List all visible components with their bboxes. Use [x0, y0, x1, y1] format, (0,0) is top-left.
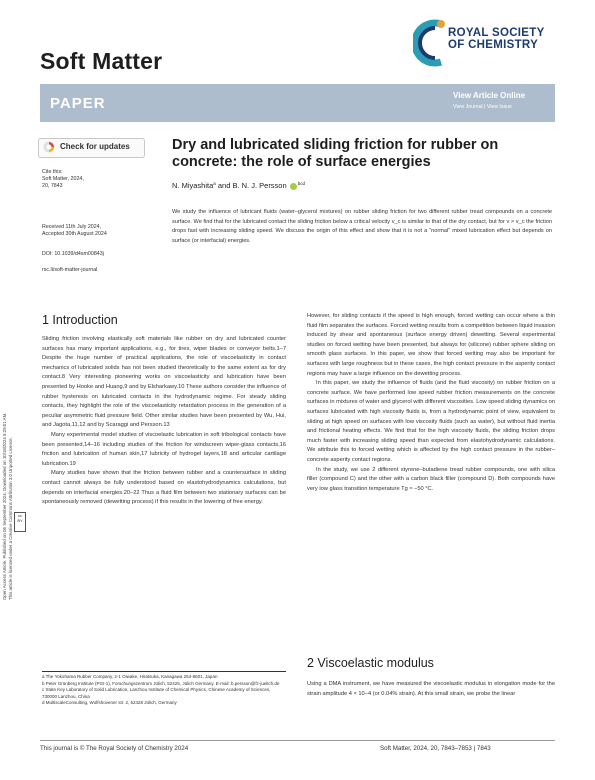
- paragraph: In this paper, we study the influence of fluids (and the fluid viscosity) on rubber friction on a concrete surface. We have performed low speed rubber friction measurements on the concrete surfaces in mixtures of water and glycerol with different viscosities. Low speed sliding dynamics on surfaces lubricated with high viscosity fluids is, from a hydrodynamic point of view, equivalent to sliding at high speed on surfaces with low viscosity fluids (such as water), but without fluid inertia and frictional heating effects. We find that for the high viscosity fluids, the sliding friction drops much faster with increasing sliding speed than expected from elastohydrodynamic calculations. We attribute this to forced wetting which is affected by the high contact pressure in the rubber–concrete asperity contact regions.: [307, 380, 555, 463]
- abstract: We study the influence of lubricant fluids (water–glycerol mixtures) on rubber sliding friction for two different rubber tread compounds on a concrete surface. We find that for the lubricated contact the sliding friction below a critical velocity v_c is similar to that of the dry contact, but for v > v_c the friction drops fast with increasing sliding speed. We discuss the origin of this effect and show that it is not a “normal” mixed lubrication effect but depends on surface (or interfacial) energies.: [172, 209, 552, 244]
- section-2-heading: 2 Viscoelastic modulus: [307, 656, 434, 670]
- cite-volume: 20, 7843: [42, 183, 63, 189]
- affiliation-a: a The Yokohama Rubber Company, 2-1 Oiwake, Hiratsuka, Kanagawa 254-8601, Japan: [42, 674, 218, 679]
- author-2-affil: bcd: [297, 181, 306, 186]
- affiliation-c: c State Key Laboratory of Solid Lubrication, Lanzhou Institute of Chemical Physics, Chinese Academy of Sciences, 730000 Lanzhou, China: [42, 687, 271, 699]
- affiliations: [42, 674, 286, 707]
- check-updates-label: Check for updates: [60, 142, 130, 151]
- author-1[interactable]: N. Miyashita: [172, 181, 214, 190]
- paper-type-label: PAPER: [50, 95, 106, 112]
- publisher-line1: ROYAL SOCIETY: [448, 27, 545, 39]
- author-2[interactable]: B. N. J. Persson: [232, 181, 287, 190]
- footer-copyright: This journal is © The Royal Society of Chemistry 2024: [40, 745, 189, 752]
- journal-name: Soft Matter: [40, 48, 163, 74]
- paragraph: Many experimental model studies of viscoelastic lubrication in soft tribological contacts have been presented,14–16 including studies of the friction for windscreen wiper-glass contacts,16 friction and lubrication of human skin,17 lubricity of hydrogel layers,18 and articular cartilage lubrication.19: [42, 431, 286, 467]
- intro-left-column: [42, 335, 286, 508]
- open-access-line: Open Access Article. Published on 06 September 2024. Downloaded on 10/18/2024 5:29:01 AM.: [2, 412, 7, 600]
- article-title: Dry and lubricated sliding friction for rubber on concrete: the role of surface energies: [172, 137, 499, 170]
- author-list: [172, 181, 305, 190]
- cite-label: Cite this:: [42, 169, 63, 175]
- section-2-text: Using a DMA instrument, we have measured the viscoelastic modulus in elongation mode for the strain amplitude 4 × 10−4 (or 0.04% strain). At this small strain, we probe the linear: [307, 681, 555, 697]
- paper-banner: [40, 84, 555, 122]
- paragraph: However, for sliding contacts if the speed is high enough, forced wetting can occur where a thin fluid film separates the surfaces. Forced wetting results from a competition between liquid invasion induced by shear and spontaneous (surface energy driven) dewetting. Several experimental studies on forced wetting have been presented, but always for (silicone) rubber sphere sliding on smooth glass surfaces. In this paper, we show that forced wetting may also be important for surfaces with large roughness but in these cases, the high contact pressure in the asperity contact regions may have a large influence on the dewetting process.: [307, 313, 555, 377]
- accepted-date: Accepted 30th August 2024: [42, 231, 107, 237]
- footer-divider: [40, 740, 555, 741]
- cite-info: [42, 169, 142, 190]
- received-date: Received 11th July 2024,: [42, 224, 102, 230]
- orcid-icon[interactable]: [290, 183, 297, 190]
- licence-line[interactable]: This article is licensed under a Creative Commons Attribution 3.0 Unported Licence.: [7, 437, 13, 600]
- section-1-heading: 1 Introduction: [42, 313, 118, 327]
- received-info: [42, 224, 152, 238]
- footer-citation: Soft Matter, 2024, 20, 7843–7853 | 7843: [380, 745, 491, 752]
- affiliation-d: d MultiscaleConsulting, Wolfshovener str. 2, 52428 Jülich, Germany: [42, 700, 177, 706]
- affiliation-b: b Peter Grünberg Institute (PGI-1), Forschungszentrum Jülich, 52425, Jülich Germany. E-mail: b.persson@fz-juelich.de: [42, 680, 280, 686]
- view-article-online-link[interactable]: View Article Online: [453, 91, 526, 100]
- author-separator: and: [215, 181, 233, 190]
- publisher-line2: OF CHEMISTRY: [448, 39, 539, 51]
- author-1-affil: a: [213, 181, 216, 186]
- view-journal-issue-link[interactable]: View Journal | View Issue: [453, 104, 512, 110]
- publisher-name: [448, 27, 545, 51]
- cc-license-icon[interactable]: cc BY: [14, 512, 26, 532]
- intro-right-column: [307, 312, 555, 494]
- check-updates-icon: [43, 141, 55, 153]
- paragraph: Many studies have shown that the friction between rubber and a countersurface in sliding contact cannot always be fully understood based on elastohydrodynamics calculations, but depends on interfacial energies.20–22 Thus a fluid film between two stationary surfaces can be spontaneously removed (dewetting process) if this results in the lowering of free energy.: [42, 470, 286, 506]
- paragraph: In the study, we use 2 different styrene–butadiene tread rubber compounds, one with silica filler (compound C) and the other with a carbon black filler (compound D). Both compounds have very low glass transition temperature Tg ≈ −50 °C.: [307, 466, 555, 492]
- journal-url-link[interactable]: rsc.li/soft-matter-journal: [42, 267, 98, 273]
- paragraph: Sliding friction involving elastically soft materials like rubber on dry and lubricated counter surfaces has many important applications, e.g., for tires, wiper blades or conveyor belts.1–7 Despite the huge number of practical applications, the role of viscoelasticity in contact mechanics of lubricated solids has not been studied theoretically to the same extent as for dry contact.8 Very interesting pioneering works on viscoelasticity and lubrication have been presented by Hooke and Huang,9 and by Elsharkawy.10 These authors consider the influence of rubber hysteresis on lubricated contacts in the hydrodynamic regime. For steady sliding contacts, they highlight the role of the viscoelasticity retardation process in the generation of a peculiar asymmetric fluid pressure field. Other similar studies have been presented by Wu, Hui, and Jagota,11,12 and by Scaraggi and Persson.13: [42, 336, 286, 429]
- cite-journal: Soft Matter, 2024,: [42, 176, 84, 182]
- footnote-divider: [42, 671, 286, 672]
- doi-link[interactable]: DOI: 10.1039/d4sm00843j: [42, 251, 104, 257]
